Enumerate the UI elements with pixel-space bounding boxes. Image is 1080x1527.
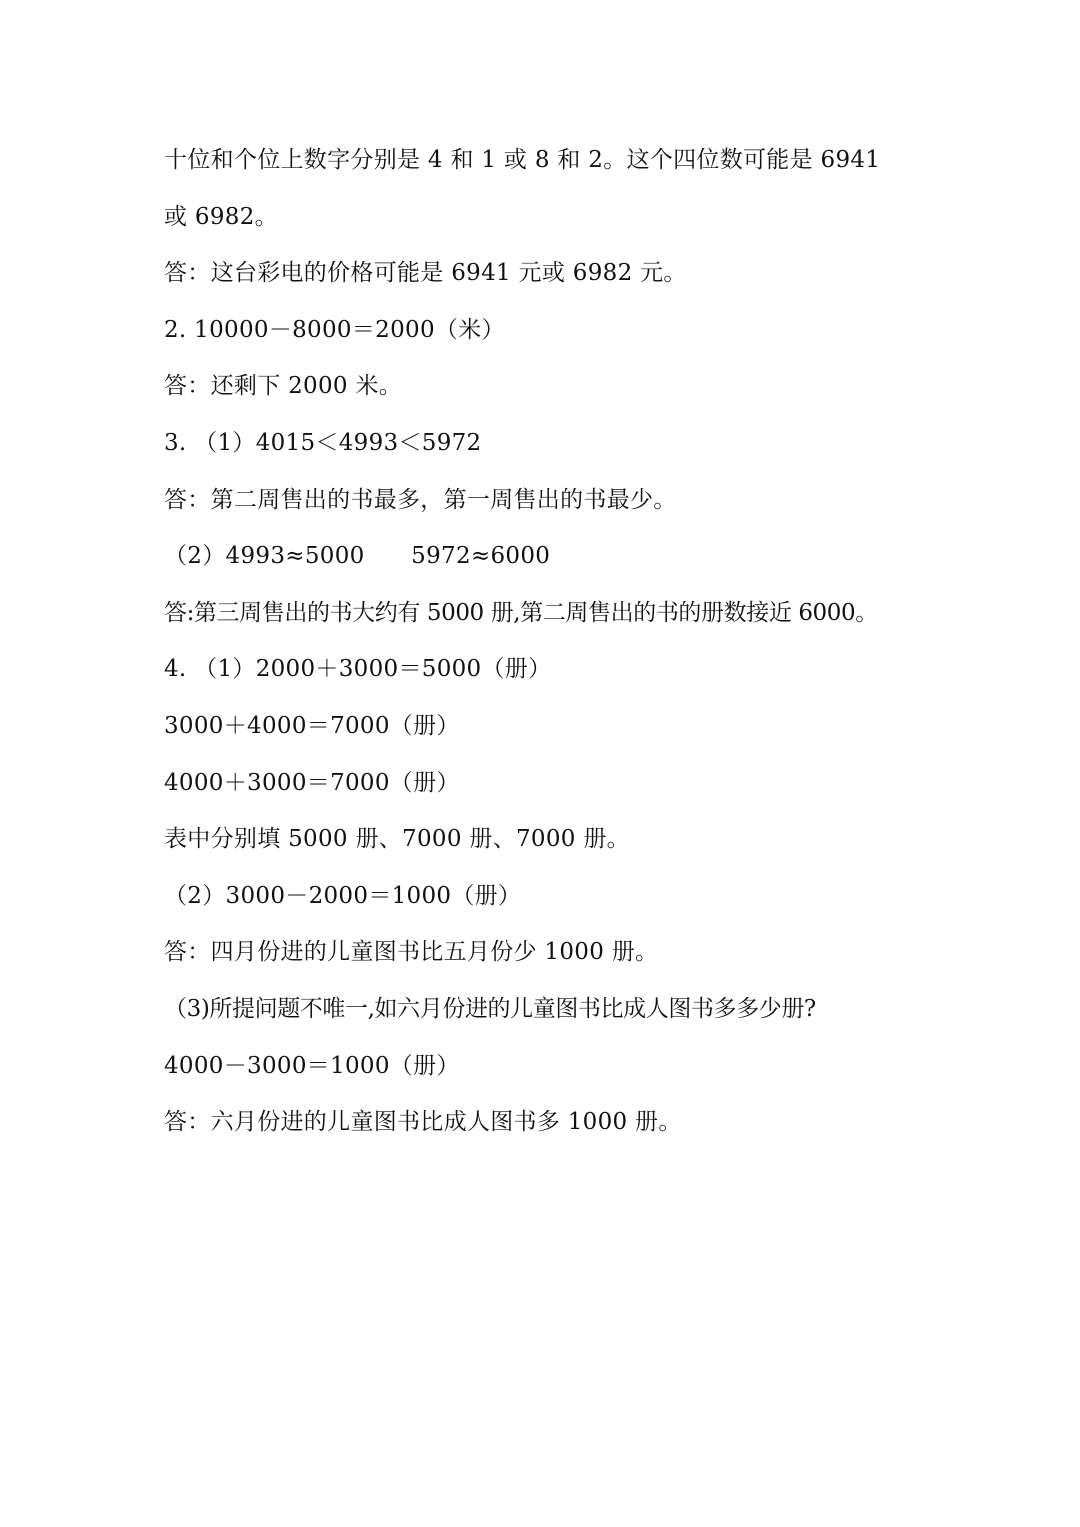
problem-2-equation: 2. 10000－8000＝2000（米） [164,316,505,343]
table-fill-line: 表中分别填 5000 册、7000 册、7000 册。 [164,826,630,853]
problem-4-part-2: （2）3000－2000＝1000（册） [164,882,522,909]
answer-line-4-2: 答：四月份进的儿童图书比五月份少 1000 册。 [164,939,659,966]
problem-4-part-3: （3)所提问题不唯一,如六月份进的儿童图书比成人图书多多少册? [164,995,816,1022]
document-body [164,138,944,1157]
answer-line-2: 答：还剩下 2000 米。 [164,373,403,400]
answer-line-3-1: 答：第二周售出的书最多，第一周售出的书最少。 [164,486,677,513]
equation-line-4-3: 4000－3000＝1000（册） [164,1052,460,1079]
problem-3-part-1: 3. （1）4015＜4993＜5972 [164,429,482,456]
text-line-1: 十位和个位上数字分别是 4 和 1 或 8 和 2。这个四位数可能是 6941 [164,147,881,173]
answer-line-1: 答：这台彩电的价格可能是 6941 元或 6982 元。 [164,260,687,287]
answer-line-3-2: 答:第三周售出的书大约有 5000 册,第二周售出的书的册数接近 6000。 [164,599,878,626]
answer-line-4-3: 答：六月份进的儿童图书比成人图书多 1000 册。 [164,1109,682,1136]
problem-3-part-2: （2）4993≈5000 5972≈6000 [164,543,551,570]
problem-4-part-1: 4. （1）2000＋3000＝5000（册） [164,656,552,683]
equation-line-4-1-c: 4000＋3000＝7000（册） [164,769,460,796]
equation-line-4-1-b: 3000＋4000＝7000（册） [164,712,460,739]
text-line-2: 或 6982。 [164,203,278,230]
